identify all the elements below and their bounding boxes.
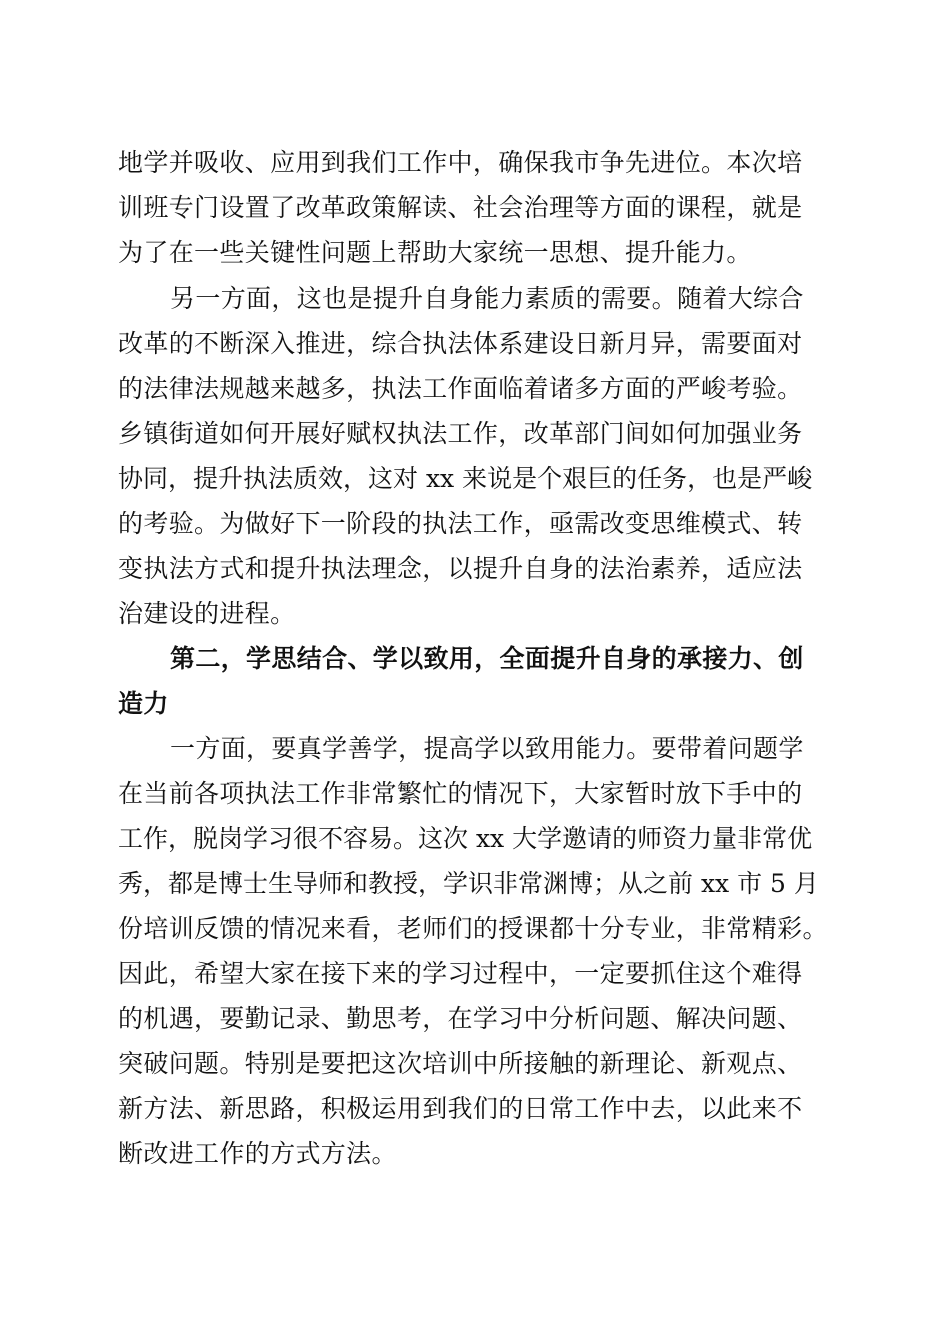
text-line: 变执法方式和提升执法理念，以提升自身的法治素养，适应法 <box>118 554 803 583</box>
text-line: 训班专门设置了改革政策解读、社会治理等方面的课程，就是 <box>118 193 803 222</box>
text-line: 份培训反馈的情况来看，老师们的授课都十分专业，非常精彩。 <box>118 914 828 943</box>
text-line: 因此，希望大家在接下来的学习过程中，一定要抓住这个难得 <box>118 959 803 988</box>
text-line: 的考验。为做好下一阶段的执法工作，亟需改变思维模式、转 <box>118 509 803 538</box>
text-line: 新方法、新思路，积极运用到我们的日常工作中去，以此来不 <box>118 1094 803 1123</box>
text-line: 断改进工作的方式方法。 <box>118 1139 397 1168</box>
text-line: 的法律法规越来越多，执法工作面临着诸多方面的严峻考验。 <box>118 374 803 403</box>
text-line: 治建设的进程。 <box>118 599 296 628</box>
text-line: 的机遇，要勤记录、勤思考，在学习中分析问题、解决问题、 <box>118 1004 803 1033</box>
text-line: 工作，脱岗学习很不容易。这次 xx 大学邀请的师资力量非常优 <box>118 824 813 853</box>
text-line: 协同，提升执法质效，这对 xx 来说是个艰巨的任务，也是严峻 <box>118 464 813 493</box>
paragraph-first-line: 一方面，要真学善学，提高学以致用能力。要带着问题学 <box>170 734 804 763</box>
text-line: 在当前各项执法工作非常繁忙的情况下，大家暂时放下手中的 <box>118 779 803 808</box>
text-line: 乡镇街道如何开展好赋权执法工作，改革部门间如何加强业务 <box>118 419 803 448</box>
section-heading: 第二，学思结合、学以致用，全面提升自身的承接力、创 <box>170 644 804 673</box>
text-line: 为了在一些关键性问题上帮助大家统一思想、提升能力。 <box>118 238 752 267</box>
text-line: 突破问题。特别是要把这次培训中所接触的新理论、新观点、 <box>118 1049 803 1078</box>
section-heading-continued: 造力 <box>118 689 169 718</box>
text-line: 秀，都是博士生导师和教授，学识非常渊博；从之前 xx 市 5 月 <box>118 869 819 898</box>
paragraph-first-line: 另一方面，这也是提升自身能力素质的需要。随着大综合 <box>170 284 804 313</box>
text-line: 地学并吸收、应用到我们工作中，确保我市争先进位。本次培 <box>118 148 803 177</box>
text-line: 改革的不断深入推进，综合执法体系建设日新月异，需要面对 <box>118 329 803 358</box>
